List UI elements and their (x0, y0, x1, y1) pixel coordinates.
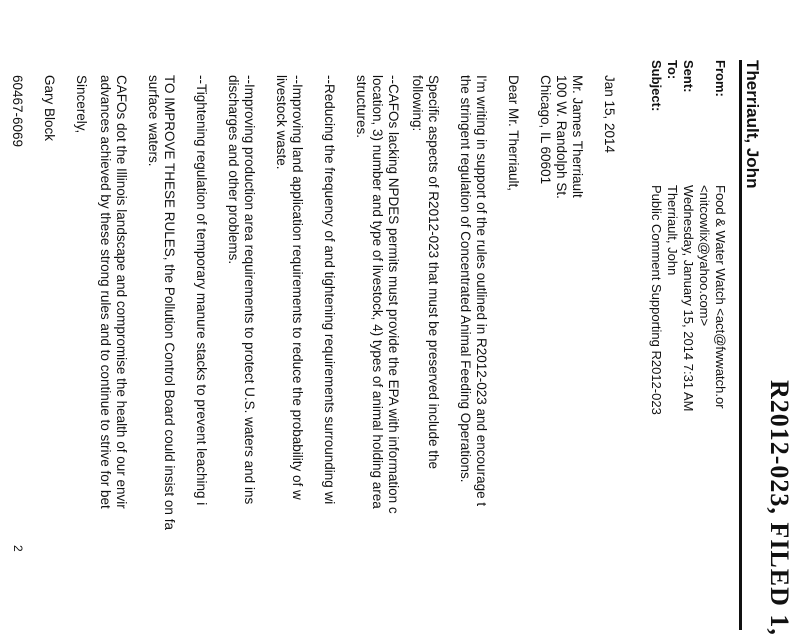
heading-rule (739, 60, 742, 630)
header-value-from: Food & Water Watch <act@fwwatch.or (713, 185, 728, 409)
bullet-3-line-1: --Improving land application requirements to reduce the probability of w (290, 75, 305, 500)
bullet-1-line-2: location, 3) number and type of livestock, 4) types of animal holding area (370, 75, 385, 509)
signer-zip: 60467-6069 (10, 75, 25, 148)
sender-name-heading: Therriault, John (743, 60, 762, 189)
bullet-1-line-1: --CAFOs lacking NPDES permits must provide the EPA with information c (386, 75, 401, 514)
aspects-line-1: Specific aspects of R2012-023 that must be preserved include the (426, 75, 441, 469)
header-value-from-email: <nitcowlix@yahoo.com> (697, 185, 712, 327)
bullet-5-line-1: --Tightening regulation of temporary manure stacks to prevent leaching i (194, 75, 209, 506)
header-value-subject: Public Comment Supporting R2012-023 (649, 185, 664, 415)
page-number: 2 (11, 545, 25, 552)
cafo-line-2: advances achieved by these strong rules and to continue to strive for bet (98, 75, 113, 509)
improve-line-1: TO IMPROVE THESE RULES, the Pollution Control Board could insist on fa (162, 75, 177, 530)
letter-date: Jan 15, 2014 (602, 75, 617, 154)
header-label-from: From: (713, 60, 728, 97)
bullet-1-line-3: structures. (354, 75, 369, 139)
bullet-4-line-1: --Improving production area requirements to protect U.S. waters and ins (242, 75, 257, 505)
header-value-sent: Wednesday, January 15, 2014 7:31 AM (681, 185, 696, 412)
aspects-line-2: following: (410, 75, 425, 132)
intro-line-2: the stringent regulation of Concentrated Animal Feeding Operations. (458, 75, 473, 483)
bullet-2-line-1: --Reducing the frequency of and tightening requirements surrounding wi (322, 75, 337, 505)
address-line-1: Mr. James Therriault (570, 75, 585, 198)
header-value-to: Therriault, John (665, 185, 680, 276)
header-label-subject: Subject: (649, 60, 664, 112)
address-line-3: Chicago, IL 60601 (538, 75, 553, 185)
improve-line-2: surface waters. (146, 75, 161, 167)
address-line-2: 100 W. Randolph St. (554, 75, 569, 199)
header-label-to: To: (665, 60, 680, 80)
salutation: Dear Mr. Therriault, (506, 75, 521, 192)
bullet-3-line-2: livestock waste. (274, 75, 289, 170)
cafo-line-1: CAFOs dot the Illinois landscape and compromise the health of our envir (114, 75, 129, 509)
signer-name: Gary Block (42, 75, 57, 142)
filed-stamp: R2012-023, FILED 1, (765, 380, 794, 636)
closing: Sincerely, (74, 75, 89, 134)
bullet-4-line-2: discharges and other problems. (226, 75, 241, 265)
intro-line-1: I'm writing in support of the rules outlined in R2012-023 and encourage t (474, 75, 489, 507)
header-label-sent: Sent: (681, 60, 696, 93)
